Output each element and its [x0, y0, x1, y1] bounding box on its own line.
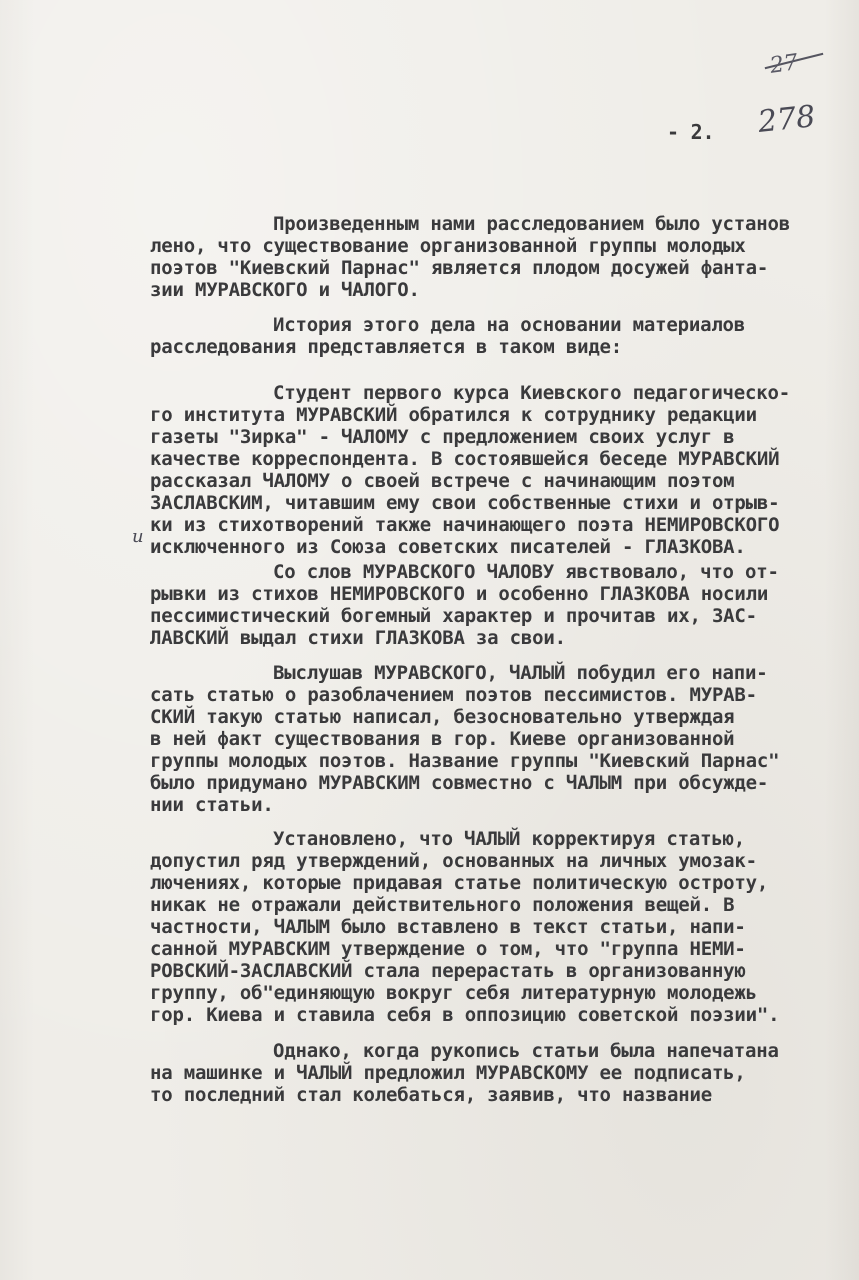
text-line: поэтов "Киевский Парнас" является плодом досужей фанта- — [150, 257, 769, 279]
text-line: на машинке и ЧАЛЫЙ предложил МУРАВСКОМУ ее подписать, — [150, 1062, 746, 1084]
text-line: рывки из стихов НЕМИРОВСКОГО и особенно ГЛАЗКОВА носили — [150, 583, 769, 605]
page-number: - 2. — [667, 120, 715, 144]
text-line: частности, ЧАЛЫМ было вставлено в текст статьи, напи- — [150, 916, 746, 938]
text-line: рассказал ЧАЛОМУ о своей встрече с начинающим поэтом — [150, 470, 735, 492]
handwritten-margin-note: и — [132, 526, 144, 547]
text-line: Однако, когда рукопись статьи была напечатана — [273, 1040, 779, 1062]
text-line: сать статью о разоблачением поэтов пессимистов. МУРАВ- — [150, 684, 757, 706]
text-line: СКИЙ такую статью написал, безосновательно утверждая — [150, 706, 735, 728]
crossed-out-folio-number: 27 — [768, 50, 800, 79]
text-line: исключенного из Союза советских писателей - ГЛАЗКОВА. — [150, 536, 746, 558]
text-line: группу, об"единяющую вокруг себя литературную молодежь — [150, 982, 757, 1004]
text-line: Установлено, что ЧАЛЫЙ корректируя статью, — [273, 828, 746, 850]
text-line: гор. Киева и ставила себя в оппозицию советской поэзии". — [150, 1004, 780, 1026]
text-line: было придумано МУРАВСКИМ совместно с ЧАЛЫМ при обсужде- — [150, 772, 769, 794]
text-line: лючениях, которые придавая статье политическую остроту, — [150, 872, 769, 894]
handwritten-folio-number: 278 — [756, 99, 817, 140]
text-line: газеты "Зирка" - ЧАЛОМУ с предложением своих услуг в — [150, 426, 735, 448]
text-line: допустил ряд утверждений, основанных на личных умозак- — [150, 850, 757, 872]
text-line: лено, что существование организованной группы молодых — [150, 235, 746, 257]
text-line: зии МУРАВСКОГО и ЧАЛОГО. — [150, 279, 420, 301]
text-line: Студент первого курса Киевского педагогическо- — [273, 382, 790, 404]
text-line: санной МУРАВСКИМ утверждение о том, что "группа НЕМИ- — [150, 938, 746, 960]
text-line: качестве корреспондента. В состоявшейся беседе МУРАВСКИЙ — [150, 448, 780, 470]
text-line: ки из стихотворений также начинающего поэта НЕМИРОВСКОГО — [150, 514, 780, 536]
text-line: пессимистический богемный характер и прочитав их, ЗАС- — [150, 605, 757, 627]
text-line: никак не отражали действительного положения вещей. В — [150, 894, 735, 916]
text-line: Произведенным нами расследованием было установ — [273, 213, 790, 235]
text-line: ЛАВСКИЙ выдал стихи ГЛАЗКОВА за свои. — [150, 627, 566, 649]
text-line: РОВСКИЙ-ЗАСЛАВСКИЙ стала перерастать в организованную — [150, 960, 746, 982]
text-line: группы молодых поэтов. Название группы "Киевский Парнас" — [150, 750, 780, 772]
text-line: Со слов МУРАВСКОГО ЧАЛОВУ явствовало, что от- — [273, 561, 779, 583]
text-line: го института МУРАВСКИЙ обратился к сотруднику редакции — [150, 404, 757, 426]
text-line: в ней факт существования в гор. Киеве организованной — [150, 728, 735, 750]
text-line: Выслушав МУРАВСКОГО, ЧАЛЫЙ побудил его напи- — [273, 662, 768, 684]
text-line: то последний стал колебаться, заявив, что название — [150, 1084, 712, 1106]
text-line: История этого дела на основании материалов — [273, 314, 746, 336]
text-line: нии статьи. — [150, 794, 274, 816]
text-line: расследования представляется в таком виде: — [150, 336, 623, 358]
text-line: ЗАСЛАВСКИМ, читавшим ему свои собственные стихи и отрыв- — [150, 492, 780, 514]
